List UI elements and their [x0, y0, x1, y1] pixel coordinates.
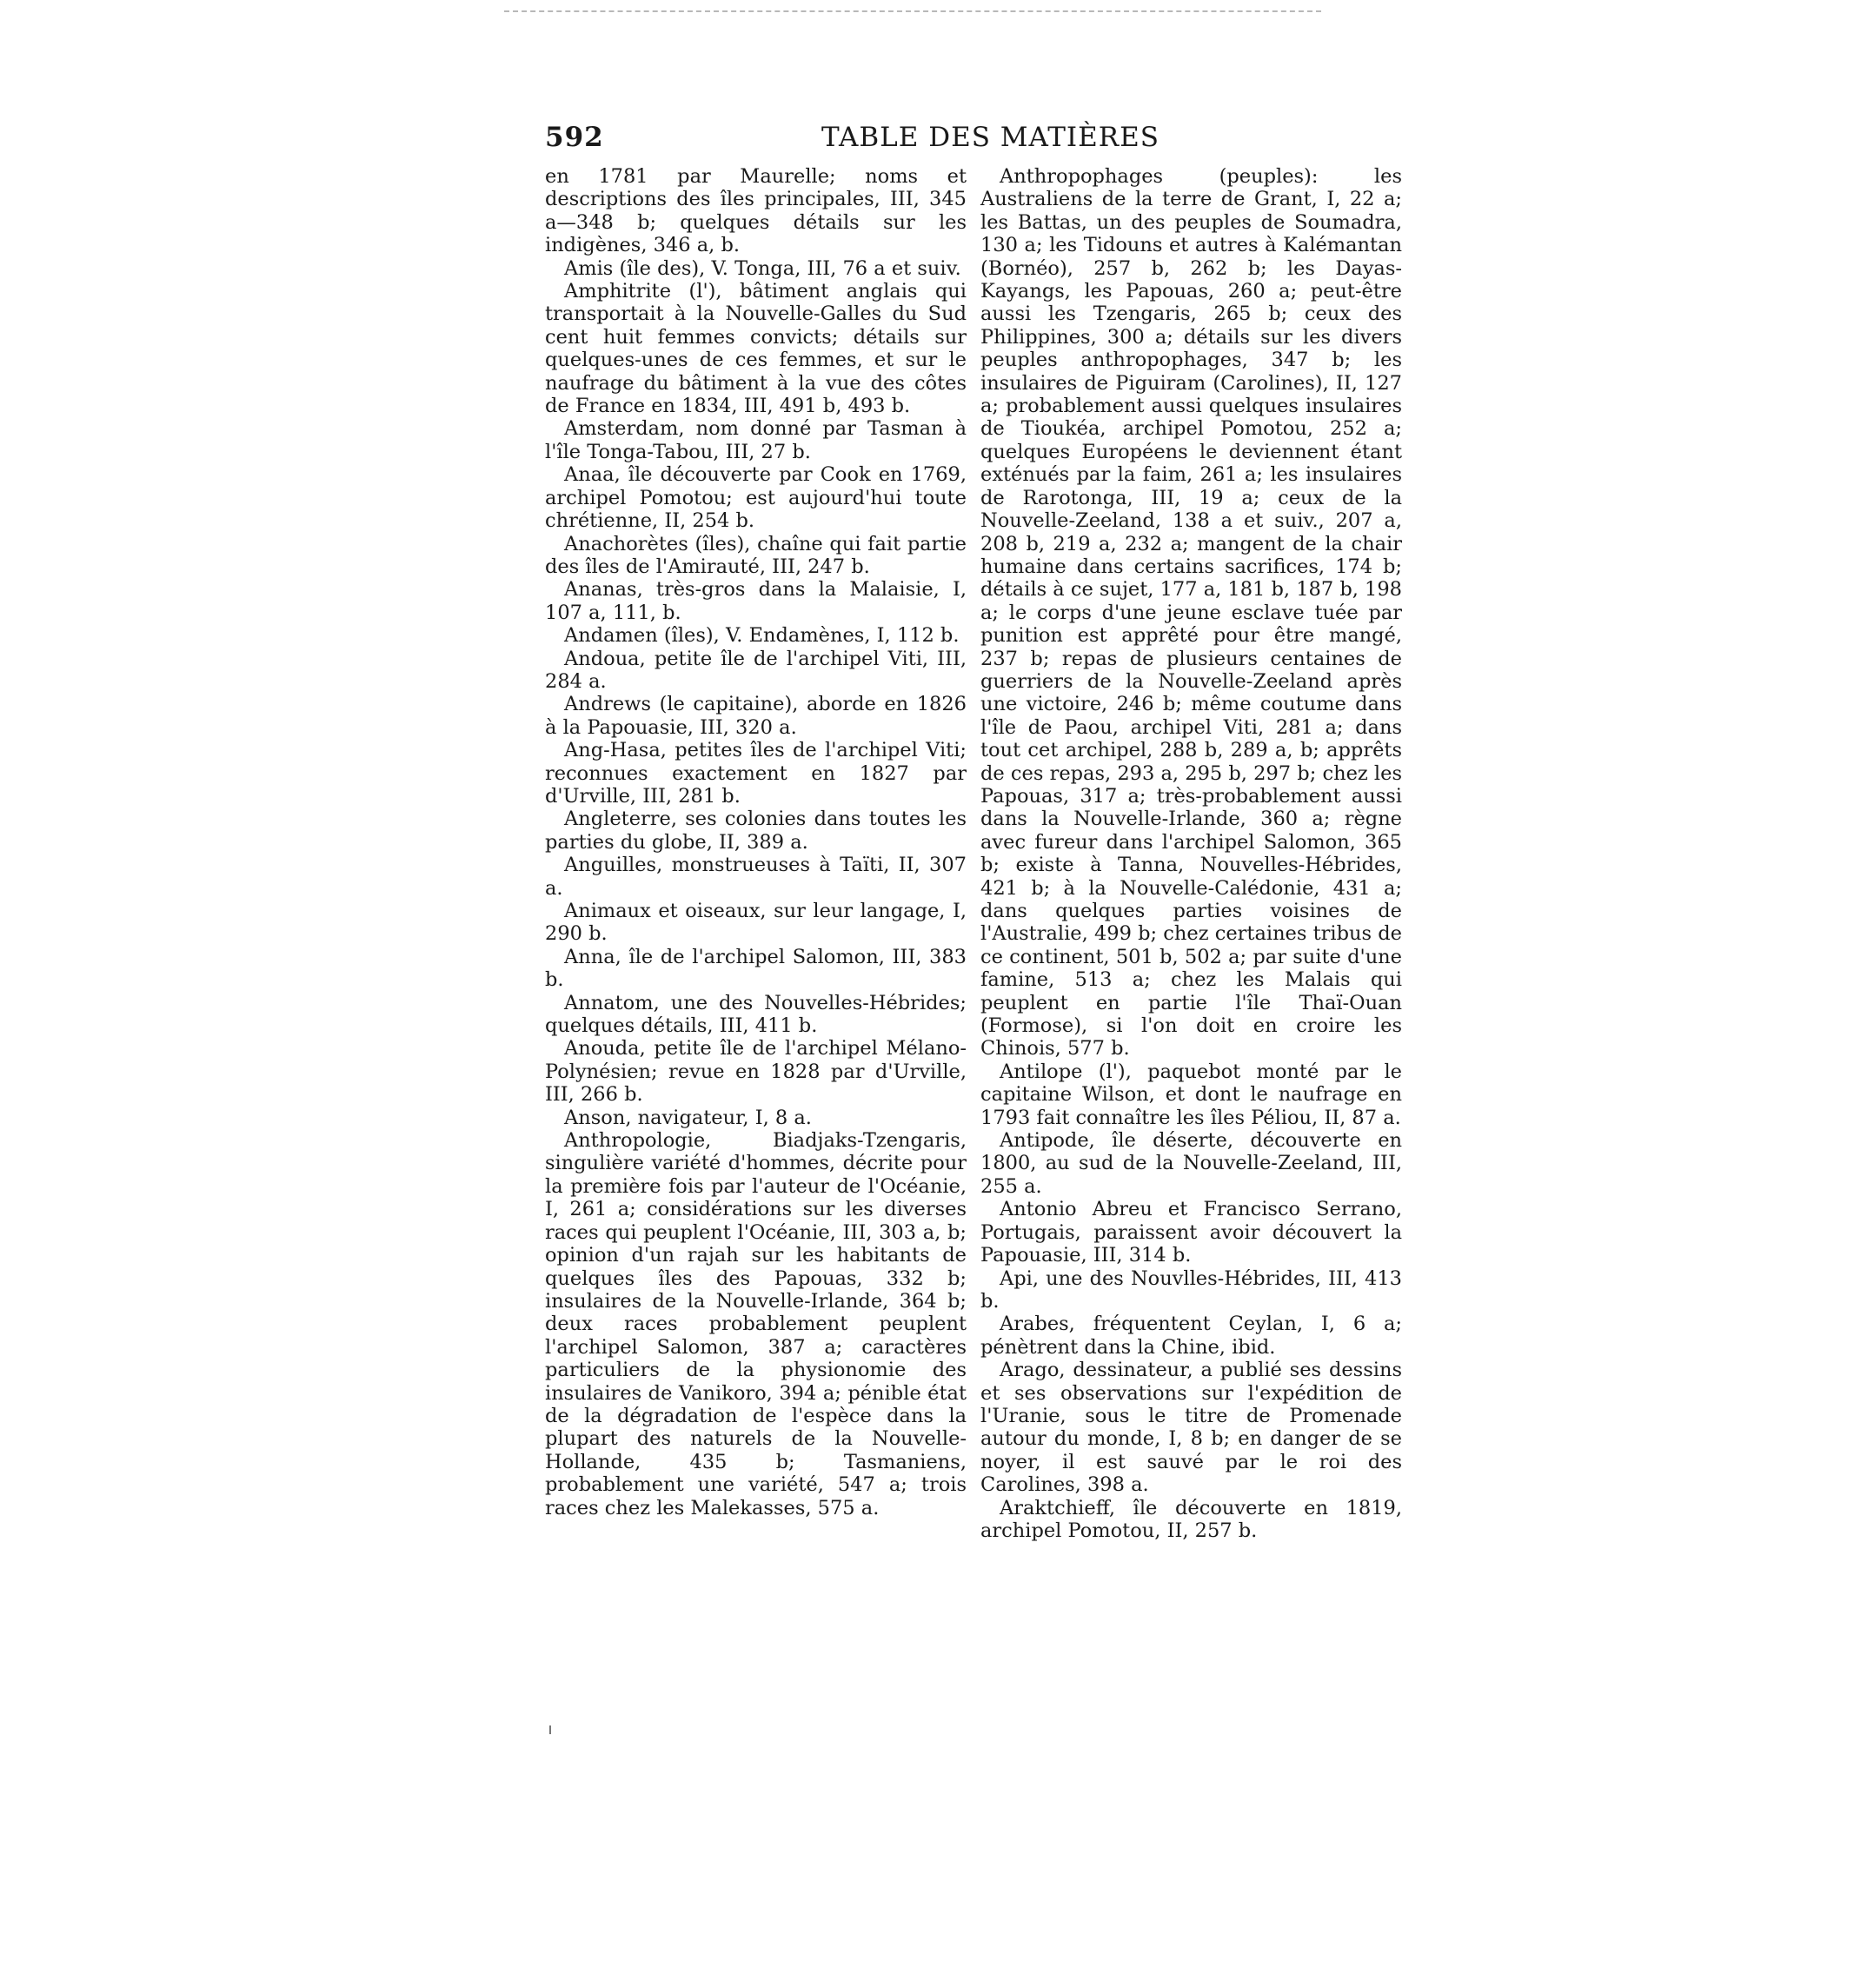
index-entry: Api, une des Nouvlles-Hébrides, III, 413 b.	[980, 1267, 1402, 1313]
index-entry: Angleterre, ses colonies dans toutes les parties du globe, II, 389 a.	[545, 808, 967, 854]
index-entry: Amis (île des), V. Tonga, III, 76 a et suiv.	[564, 256, 961, 280]
scan-speck	[549, 1725, 551, 1734]
index-entry: Araktchieff, île découverte en 1819, archipel Pomotou, II, 257 b.	[980, 1496, 1402, 1542]
index-entry: Antilope (l'), paquebot monté par le capitaine Wilson, et dont le naufrage en 1793 fait connaître les îles Péliou, II, 87 a.	[980, 1060, 1402, 1129]
page-number: 592	[545, 122, 604, 153]
index-entry: Arabes, fréquentent Ceylan, I, 6 a; pénètrent dans la Chine, ibid.	[980, 1313, 1402, 1359]
top-edge-scan-mark	[504, 10, 1321, 14]
index-entry: Anson, navigateur, I, 8 a.	[564, 1106, 812, 1129]
index-entry: Anthropologie, Biadjaks-Tzengaris, singulière variété d'hommes, décrite pour la première fois par l'auteur de l'Océanie, I, 261 a; considérations sur les diverses races qui peuplent l'Océanie, III, 303 a, b; opinion d'un rajah sur les habitants de quelques îles des Papouas, 332 b; insulaires de la Nouvelle-Irlande, 364 b; deux races probablement peuplent l'archipel Salomon, 387 a; caractères particuliers de la physionomie des insulaires de Vanikoro, 394 a; pénible état de la dégradation de l'espèce dans la plupart des naturels de la Nouvelle-Hollande, 435 b; Tasmaniens, probablement une variété, 547 a; trois races chez les Malekasses, 575 a.	[545, 1129, 967, 1519]
index-entry: Andamen (îles), V. Endamènes, I, 112 b.	[564, 624, 960, 648]
left-column	[545, 165, 967, 1519]
index-entry: Anouda, petite île de l'archipel Mélano-Polynésien; revue en 1828 par d'Urville, III, 266 b.	[545, 1037, 967, 1107]
index-entry: Antipode, île déserte, découverte en 1800, au sud de la Nouvelle-Zeeland, III, 255 a.	[980, 1129, 1402, 1198]
index-entry: Andoua, petite île de l'archipel Viti, III, 284 a.	[545, 647, 967, 693]
index-entry: Anthropophages (peuples): les Australiens de la terre de Grant, I, 22 a; les Battas, un des peuples de Soumadra, 130 a; les Tidouns et autres à Kalémantan (Bornéo), 257 b, 262 b; les Dayas-Kayangs, les Papouas, 260 a; peut-être aussi les Tzengaris, 265 b; ceux des Philippines, 300 a; détails sur les divers peuples anthropophages, 347 b; les insulaires de Piguiram (Carolines), II, 127 a; probablement aussi quelques insulaires de Tioukéa, archipel Pomotou, 252 a; quelques Européens le deviennent étant exténués par la faim, 261 a; les insulaires de Rarotonga, III, 19 a; ceux de la Nouvelle-Zeeland, 138 a et suiv., 207 a, 208 b, 219 a, 232 a; mangent de la chair humaine dans certains sacrifices, 174 b; détails à ce sujet, 177 a, 181 b, 187 b, 198 a; le corps d'une jeune esclave tuée par punition est apprêté pour être mangé, 237 b; repas de plusieurs centaines de guerriers de la Nouvelle-Zeeland après une victoire, 246 b; même coutume dans l'île de Paou, archipel Viti, 281 a; dans tout cet archipel, 288 b, 289 a, b; apprêts de ces repas, 293 a, 295 b, 297 b; chez les Papouas, 317 a; très-probablement aussi dans la Nouvelle-Irlande, 360 a; règne avec fureur dans l'archipel Salomon, 365 b; existe à Tanna, Nouvelles-Hébrides, 421 b; à la Nouvelle-Calédonie, 431 a; dans quelques parties voisines de l'Australie, 499 b; chez certaines tribus de ce continent, 501 b, 502 a; par suite d'une famine, 513 a; chez les Malais qui peuplent en partie l'île Thaï-Ouan (Formose), si l'on doit en croire les Chinois, 577 b.	[980, 165, 1402, 1060]
index-entry: Amsterdam, nom donné par Tasman à l'île Tonga-Tabou, III, 27 b.	[545, 417, 967, 463]
index-entry: Ananas, très-gros dans la Malaisie, I, 107 a, 111, b.	[545, 578, 967, 624]
index-entry: Arago, dessinateur, a publié ses dessins et ses observations sur l'expédition de l'Uranie, sous le titre de Promenade autour du monde, I, 8 b; en danger de se noyer, il est sauvé par le roi des Carolines, 398 a.	[980, 1359, 1402, 1497]
index-entry: Animaux et oiseaux, sur leur langage, I, 290 b.	[545, 900, 967, 946]
index-entry: Andrews (le capitaine), aborde en 1826 à la Papouasie, III, 320 a.	[545, 693, 967, 739]
index-entry: Ang-Hasa, petites îles de l'archipel Viti; reconnues exactement en 1827 par d'Urville, III, 281 b.	[545, 739, 967, 808]
right-column	[980, 165, 1402, 1542]
index-entry: Anachorètes (îles), chaîne qui fait partie des îles de l'Amirauté, III, 247 b.	[545, 532, 967, 578]
index-entry: en 1781 par Maurelle; noms et descriptions des îles principales, III, 345 a—348 b; quelques détails sur les indigènes, 346 a, b.	[545, 165, 967, 257]
index-entry: Antonio Abreu et Francisco Serrano, Portugais, paraissent avoir découvert la Papouasie, III, 314 b.	[980, 1198, 1402, 1267]
running-title: TABLE DES MATIÈRES	[821, 122, 1160, 153]
index-entry: Anna, île de l'archipel Salomon, III, 383 b.	[545, 945, 967, 992]
index-entry: Anaa, île découverte par Cook en 1769, archipel Pomotou; est aujourd'hui toute chrétienne, II, 254 b.	[545, 463, 967, 533]
index-entry: Annatom, une des Nouvelles-Hébrides; quelques détails, III, 411 b.	[545, 991, 967, 1038]
index-entry: Anguilles, monstrueuses à Taïti, II, 307 a.	[545, 854, 967, 900]
index-entry: Amphitrite (l'), bâtiment anglais qui transportait à la Nouvelle-Galles du Sud cent huit femmes convicts; détails sur quelques-unes de ces femmes, et sur le naufrage du bâtiment à la vue des côtes de France en 1834, III, 491 b, 493 b.	[545, 280, 967, 418]
